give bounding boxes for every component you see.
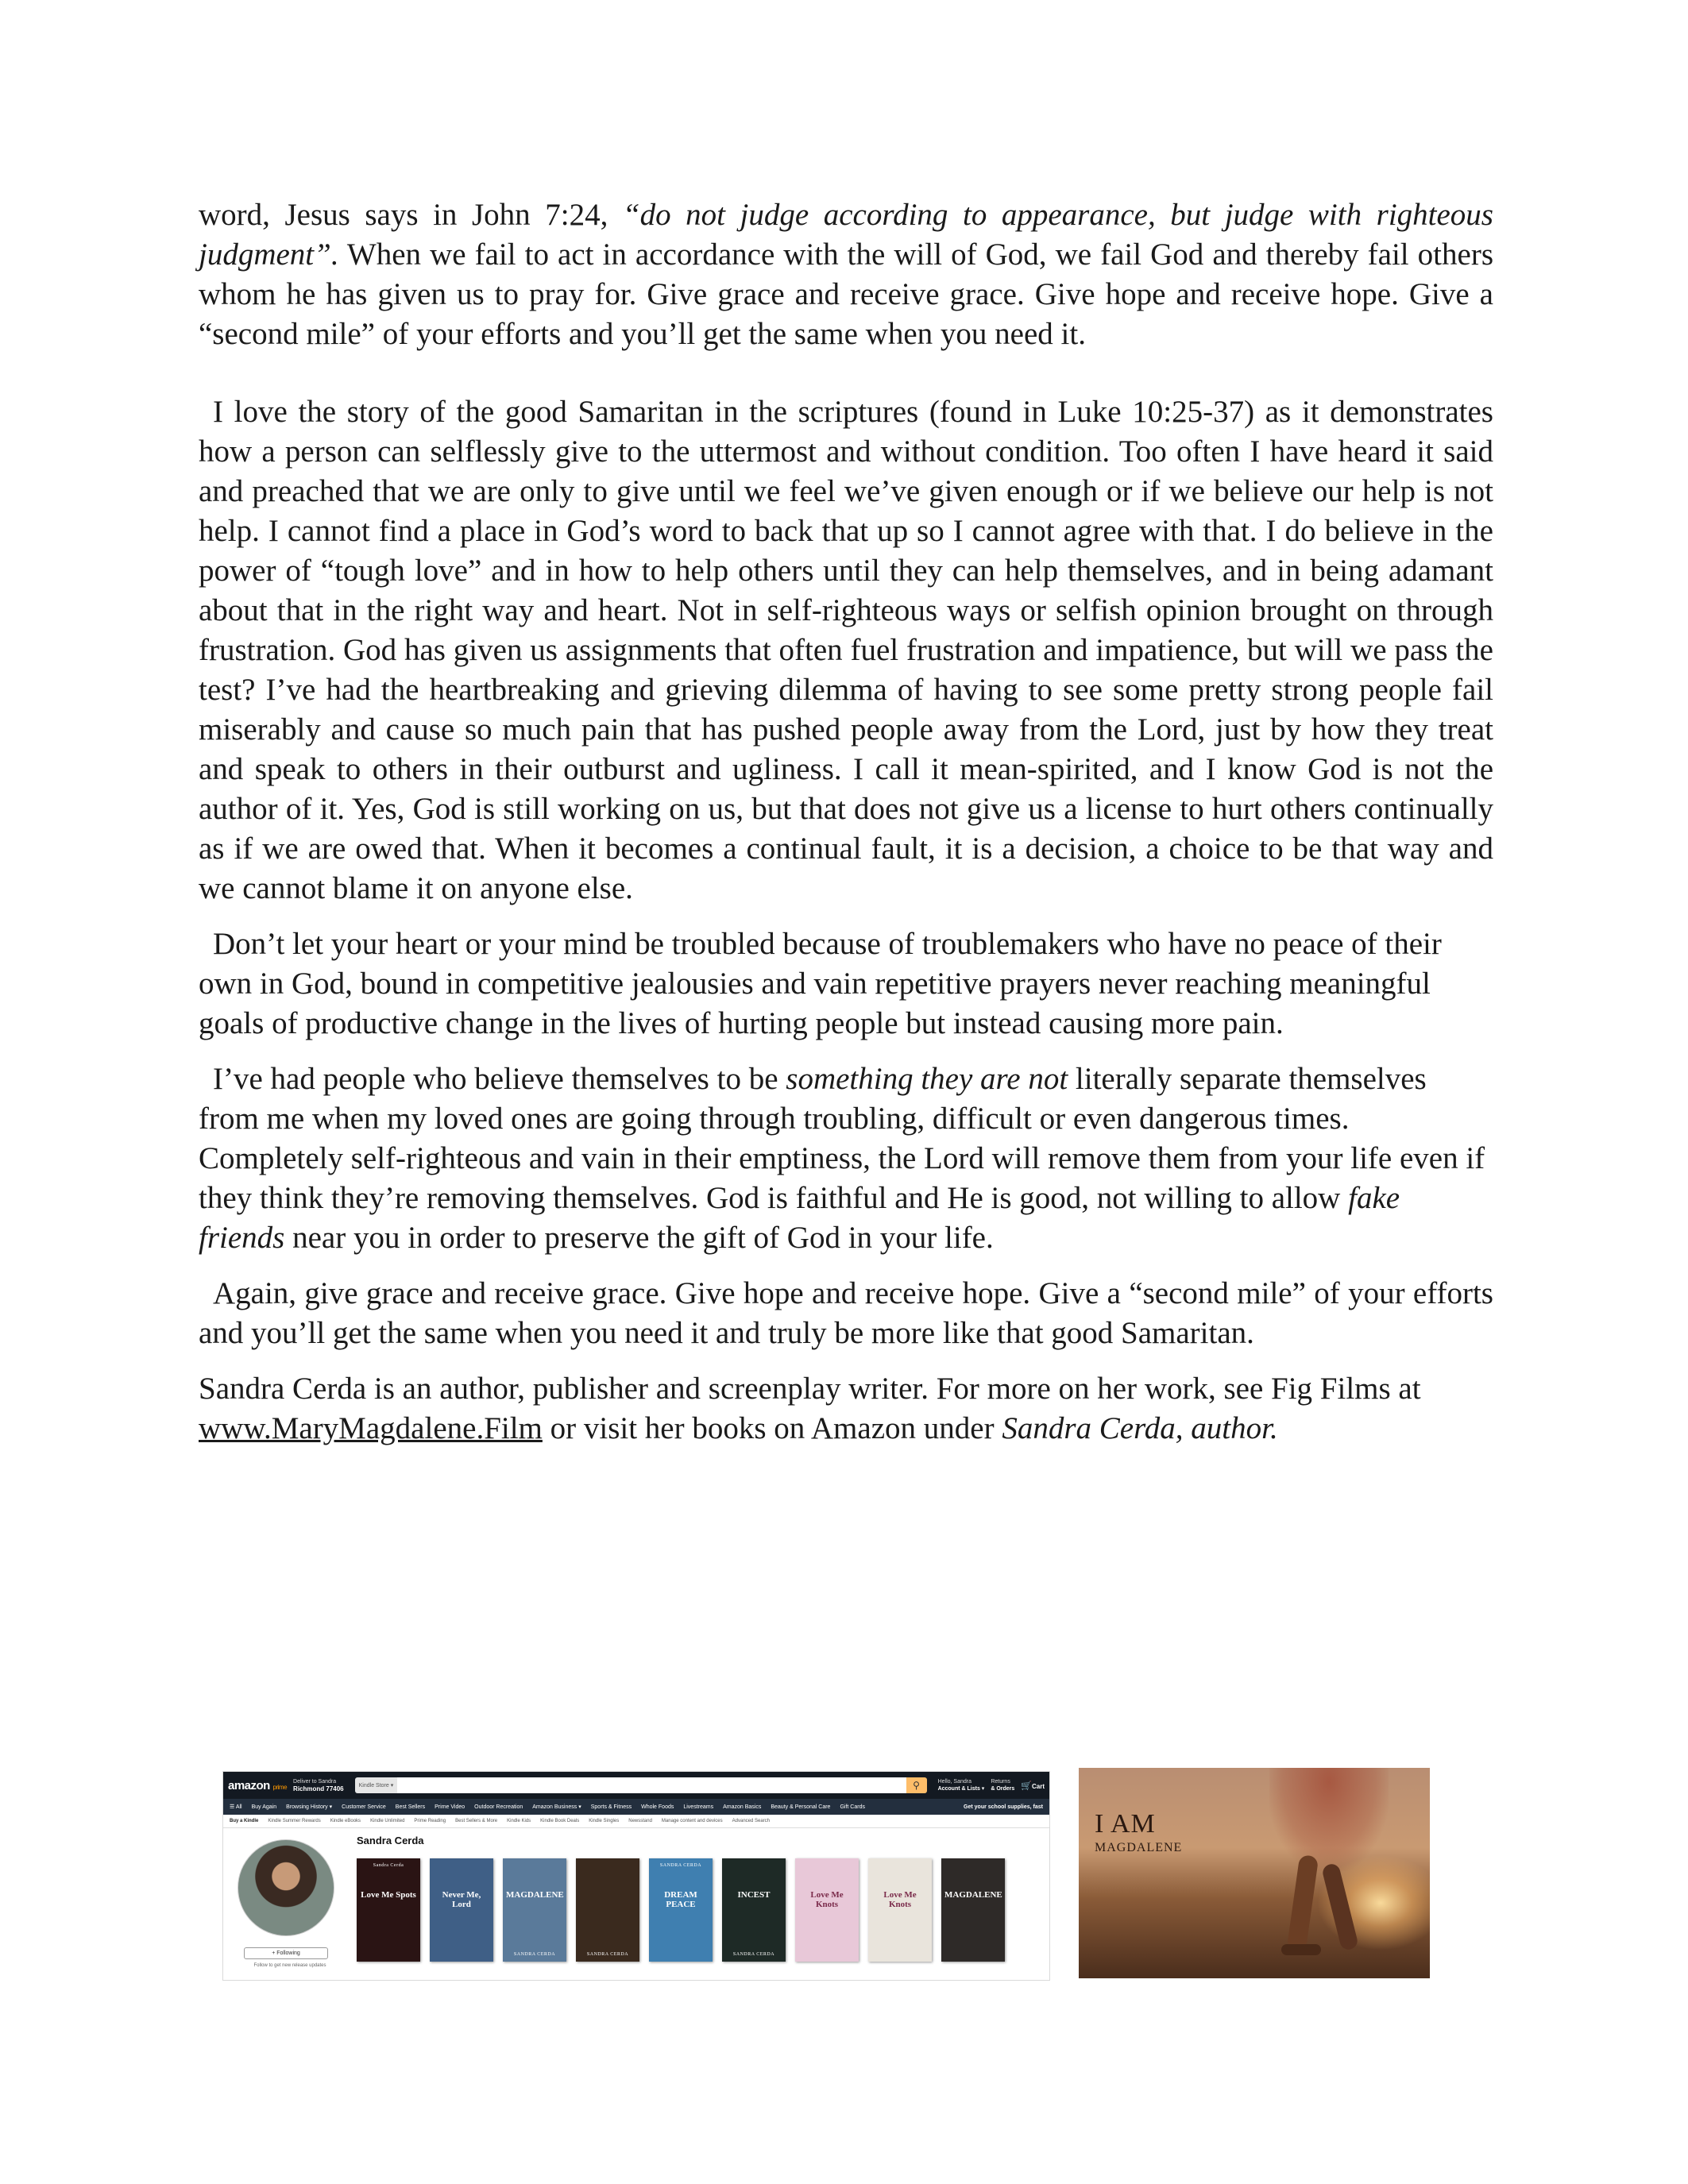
subnav-item[interactable]: Manage content and devices — [661, 1819, 723, 1823]
subnav-item[interactable]: Advanced Search — [732, 1819, 771, 1823]
nav-item[interactable]: Customer Service — [342, 1804, 386, 1810]
follow-button[interactable]: + Following — [244, 1947, 328, 1959]
book-cover[interactable]: SANDRA CERDA — [576, 1858, 639, 1962]
foot-silhouette — [1281, 1944, 1321, 1955]
website-link[interactable]: www.MaryMagdalene.Film — [199, 1411, 543, 1445]
robe-silhouette — [1269, 1768, 1389, 1871]
amazon-author-screenshot — [222, 1771, 1050, 1981]
subnav-item[interactable]: Kindle Kids — [507, 1819, 531, 1823]
nav-item[interactable]: Browsing History ▾ — [286, 1804, 333, 1810]
author-name: Sandra Cerda — [357, 1835, 424, 1846]
book-cover[interactable]: Love Me Knots — [868, 1858, 932, 1962]
follow-note: Follow to get new release updates — [253, 1963, 326, 1968]
subnav-item[interactable]: Kindle eBooks — [330, 1819, 361, 1823]
search-category-select[interactable]: Kindle Store ▾ — [355, 1777, 398, 1793]
deliver-to[interactable]: Deliver to Sandra Richmond 77406 — [293, 1778, 344, 1792]
amazon-logo[interactable]: amazon prime — [228, 1778, 288, 1792]
poster-title: I AM — [1095, 1809, 1156, 1839]
book-cover[interactable]: MAGDALENE SANDRA CERDA — [503, 1858, 566, 1962]
search-icon[interactable]: ⚲ — [906, 1777, 927, 1793]
search-bar[interactable] — [355, 1777, 927, 1793]
book-cover[interactable]: Never Me, Lord — [430, 1858, 493, 1962]
author-profile — [223, 1828, 1049, 1979]
search-input[interactable] — [397, 1777, 906, 1793]
book-cover[interactable]: SANDRA CERDA DREAM PEACE — [649, 1858, 713, 1962]
subnav-item[interactable]: Newsstand — [628, 1819, 652, 1823]
amazon-header — [223, 1772, 1049, 1799]
nav-promo[interactable]: Get your school supplies, fast — [964, 1804, 1043, 1810]
subnav-item[interactable]: Buy a Kindle — [230, 1819, 259, 1823]
film-poster — [1079, 1768, 1430, 1978]
nav-item[interactable]: Sports & Fitness — [590, 1804, 632, 1810]
avatar — [238, 1839, 334, 1936]
nav-item[interactable]: Amazon Business ▾ — [532, 1804, 581, 1810]
nav-item[interactable]: Livestreams — [683, 1804, 714, 1810]
paragraph-3: Don’t let your heart or your mind be troubled because of troublemakers who have no peace of their own in God, bound in competitive jealousies and vain repetitive prayers never reaching meaningful goals of productive change in the lives of hurting people but instead causing more pain. — [199, 927, 1442, 1040]
book-cover[interactable]: Love Me Knots — [795, 1858, 859, 1962]
scripture-quote: “do not judge according to appearance, but judge with righteous judgment”. — [199, 198, 1493, 272]
subnav-item[interactable]: Best Sellers & More — [455, 1819, 498, 1823]
subnav-item[interactable]: Prime Reading — [414, 1819, 446, 1823]
nav-item[interactable]: Amazon Basics — [723, 1804, 762, 1810]
paragraph-5: Again, give grace and receive grace. Give hope and receive hope. Give a “second mile” of your efforts and you’ll get the same when you need it and truly be more like that good Samaritan. — [199, 1276, 1493, 1350]
nav-item[interactable]: Whole Foods — [641, 1804, 674, 1810]
nav-item[interactable]: Gift Cards — [840, 1804, 865, 1810]
subnav-item[interactable]: Kindle Summer Rewards — [268, 1819, 321, 1823]
kindle-subnav — [223, 1815, 1049, 1828]
amazon-nav — [223, 1799, 1049, 1815]
book-carousel — [357, 1858, 1005, 1962]
subnav-item[interactable]: Kindle Singles — [589, 1819, 620, 1823]
nav-item[interactable]: Best Sellers — [395, 1804, 426, 1810]
account-menu[interactable]: Hello, Sandra Account & Lists ▾ — [937, 1779, 985, 1792]
subnav-item[interactable]: Kindle Unlimited — [370, 1819, 405, 1823]
book-cover[interactable]: Sandra Cerda Love Me Spots — [357, 1858, 420, 1962]
nav-item[interactable]: Prime Video — [435, 1804, 465, 1810]
cart-icon[interactable]: 🛒Cart — [1021, 1781, 1045, 1791]
nav-item[interactable]: ☰ All — [230, 1804, 242, 1810]
returns-orders[interactable]: Returns & Orders — [991, 1779, 1015, 1792]
book-cover[interactable]: INCEST SANDRA CERDA — [722, 1858, 786, 1962]
article-body — [199, 195, 1493, 1449]
nav-item[interactable]: Buy Again — [251, 1804, 277, 1810]
subnav-item[interactable]: Kindle Book Deals — [540, 1819, 580, 1823]
paragraph-4: I’ve had people who believe themselves to be something they are not literally separate themselves from me when my loved ones are going through troubling, difficult or even dangerous times. Completely self-righteous and vain in their emptiness, the Lord will remove them from your life even if they think they’re removing themselves. God is faithful and He is good, not willing to allow fake friends near you in order to preserve the gift of God in your life. — [199, 1062, 1485, 1255]
book-cover[interactable]: MAGDALENE — [941, 1858, 1005, 1962]
author-bio: Sandra Cerda is an author, publisher and screenplay writer. For more on her work, see Fig Films at www.MaryMagdalene.Film or visit her books on Amazon under Sandra Cerda, author. — [199, 1372, 1421, 1445]
nav-item[interactable]: Beauty & Personal Care — [771, 1804, 831, 1810]
paragraph-2: I love the story of the good Samaritan in the scriptures (found in Luke 10:25-37) as it demonstrates how a person can selflessly give to the uttermost and without condition. Too often I have heard it said and preached that we are only to give until we feel we’ve given enough or if we believe our help is not help. I cannot find a place in God’s word to back that up so I cannot agree with that. I do believe in the power of “tough love” and in how to help others until they can help themselves, and in being adamant about that in the right way and heart. Not in self-righteous ways or selfish opinion brought on through frustration. God has given us assignments that often fuel frustration and impatience, but will we pass the test? I’ve had the heartbreaking and grieving dilemma of having to see some pretty strong people fail miserably and cause so much pain that has pushed people away from the Lord, just by how they treat and speak to others in their outburst and ugliness. I call it mean-spirited, and I know God is not the author of it. Yes, God is still working on us, but that does not give us a license to hurt others continually as if we are owed that. When it becomes a continual fault, it is a decision, a choice to be that way and we cannot blame it on anyone else. — [199, 395, 1493, 905]
nav-item[interactable]: Outdoor Recreation — [474, 1804, 523, 1810]
poster-subtitle: MAGDALENE — [1095, 1841, 1183, 1854]
paragraph-1: word, Jesus says in John 7:24, “do not judge according to appearance, but judge with righteous judgment”. When we fail to act in accordance with the will of God, we fail God and thereby fail others whom he has given us to pray for. Give grace and receive grace. Give hope and receive hope. Give a “second mile” of your efforts and you’ll get the same when you need it. — [199, 198, 1493, 351]
